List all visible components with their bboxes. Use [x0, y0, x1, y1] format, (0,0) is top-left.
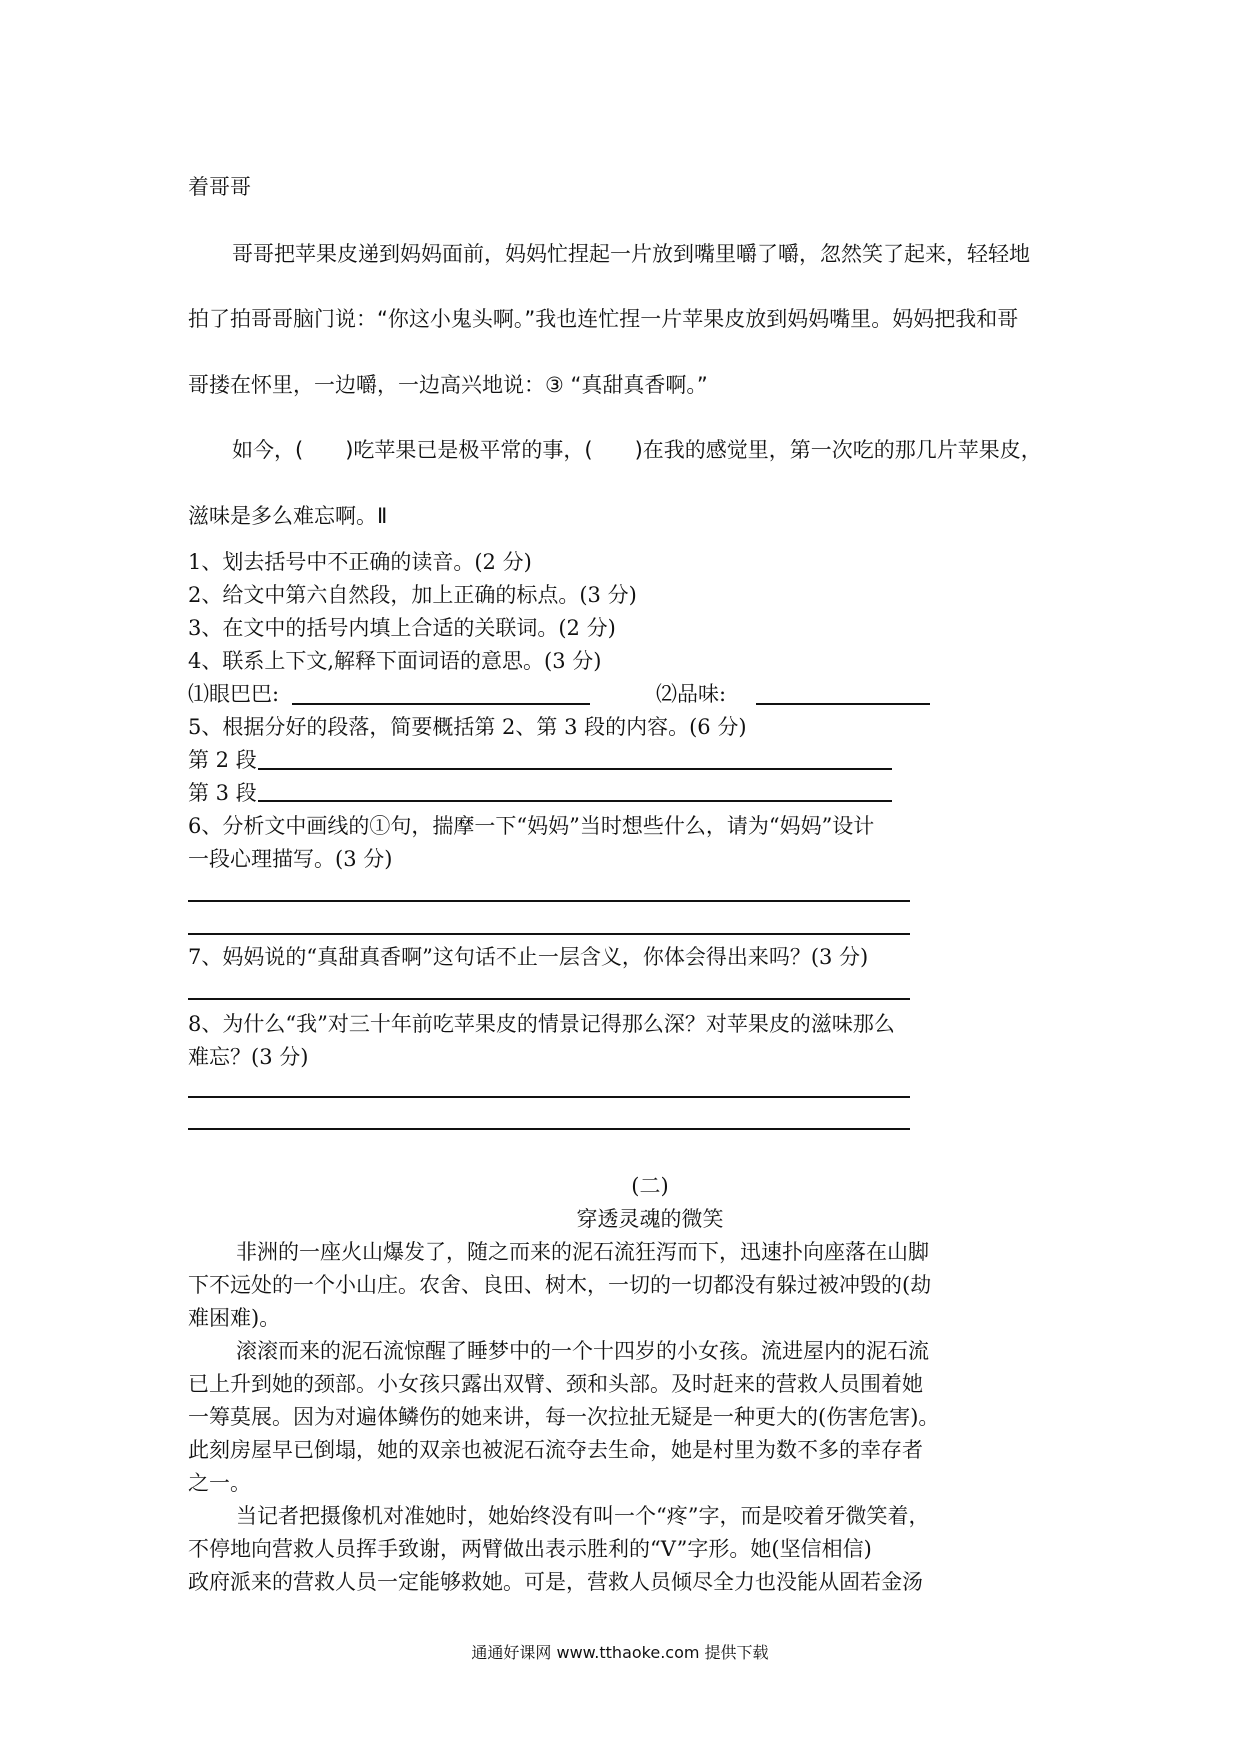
question-4a-label: ⑴眼巴巴: — [188, 682, 280, 706]
story-line-5: 已上升到她的颈部。小女孩只露出双臂、颈和头部。及时赶来的营救人员围着她 — [188, 1372, 923, 1396]
answer-line-5a[interactable] — [258, 768, 892, 770]
passage-line-6: 滋味是多么难忘啊。Ⅱ — [188, 504, 388, 528]
answer-line-7[interactable] — [188, 998, 910, 1000]
story-line-7: 此刻房屋早已倒塌，她的双亲也被泥石流夺去生命，她是村里为数不多的幸存者 — [188, 1438, 923, 1462]
story-line-9: 当记者把摄像机对准她时，她始终没有叫一个“疼”字，而是咬着牙微笑着， — [236, 1504, 930, 1528]
story-line-8: 之一。 — [188, 1471, 251, 1495]
story-line-11: 政府派来的营救人员一定能够救她。可是，营救人员倾尽全力也没能从固若金汤 — [188, 1570, 923, 1594]
story-line-10: 不停地向营救人员挥手致谢，两臂做出表示胜利的“V”字形。她(坚信相信) — [188, 1537, 872, 1561]
answer-line-6b[interactable] — [188, 933, 910, 935]
question-4b-label: ⑵品味: — [656, 682, 727, 706]
answer-line-4b[interactable] — [756, 703, 930, 705]
story-line-4: 滚滚而来的泥石流惊醒了睡梦中的一个十四岁的小女孩。流进屋内的泥石流 — [236, 1339, 929, 1363]
question-6-line-1: 6、分析文中画线的①句，揣摩一下“妈妈”当时想些什么，请为“妈妈”设计 — [188, 814, 875, 838]
answer-line-4a[interactable] — [292, 703, 590, 705]
passage-line-1: 着哥哥 — [188, 175, 251, 199]
passage-line-4: 哥搂在怀里，一边嚼，一边高兴地说：③ “真甜真香啊。” — [188, 373, 708, 397]
question-4: 4、联系上下文,解释下面词语的意思。(3 分) — [188, 649, 602, 673]
story-line-2: 下不远处的一个小山庄。农舍、良田、树木，一切的一切都没有躲过被冲毁的(劫 — [188, 1273, 932, 1297]
footer-credit: 通通好课网 www.tthaoke.com 提供下载 — [471, 1643, 769, 1662]
question-8-line-2: 难忘？(3 分) — [188, 1045, 309, 1069]
question-8-line-1: 8、为什么“我”对三十年前吃苹果皮的情景记得那么深？对苹果皮的滋味那么 — [188, 1012, 895, 1036]
answer-line-8a[interactable] — [188, 1096, 910, 1098]
story-line-6: 一筹莫展。因为对遍体鳞伤的她来讲，每一次拉扯无疑是一种更大的(伤害危害)。 — [188, 1405, 940, 1429]
section-number: (二) — [631, 1174, 669, 1198]
story-line-3: 难困难)。 — [188, 1306, 281, 1330]
question-2: 2、给文中第六自然段，加上正确的标点。(3 分) — [188, 583, 637, 607]
question-7: 7、妈妈说的“真甜真香啊”这句话不止一层含义，你体会得出来吗？(3 分) — [188, 945, 869, 969]
answer-line-5b[interactable] — [258, 800, 892, 802]
answer-line-8b[interactable] — [188, 1128, 910, 1130]
question-5: 5、根据分好的段落，简要概括第 2、第 3 段的内容。(6 分) — [188, 715, 747, 739]
question-5a-label: 第 2 段 — [188, 748, 257, 772]
passage-line-5: 如今，( )吃苹果已是极平常的事，( )在我的感觉里，第一次吃的那几片苹果皮， — [232, 438, 1042, 462]
answer-line-6a[interactable] — [188, 900, 910, 902]
story-line-1: 非洲的一座火山爆发了，随之而来的泥石流狂泻而下，迅速扑向座落在山脚 — [236, 1240, 929, 1264]
passage-line-3: 拍了拍哥哥脑门说：“你这小鬼头啊。”我也连忙捏一片苹果皮放到妈妈嘴里。妈妈把我和哥 — [188, 307, 1019, 331]
section-title: 穿透灵魂的微笑 — [576, 1207, 724, 1231]
question-6-line-2: 一段心理描写。(3 分) — [188, 847, 393, 871]
passage-line-2: 哥哥把苹果皮递到妈妈面前，妈妈忙捏起一片放到嘴里嚼了嚼，忽然笑了起来，轻轻地 — [232, 242, 1030, 266]
question-1: 1、划去括号中不正确的读音。(2 分) — [188, 550, 532, 574]
question-5b-label: 第 3 段 — [188, 781, 257, 805]
question-3: 3、在文中的括号内填上合适的关联词。(2 分) — [188, 616, 616, 640]
